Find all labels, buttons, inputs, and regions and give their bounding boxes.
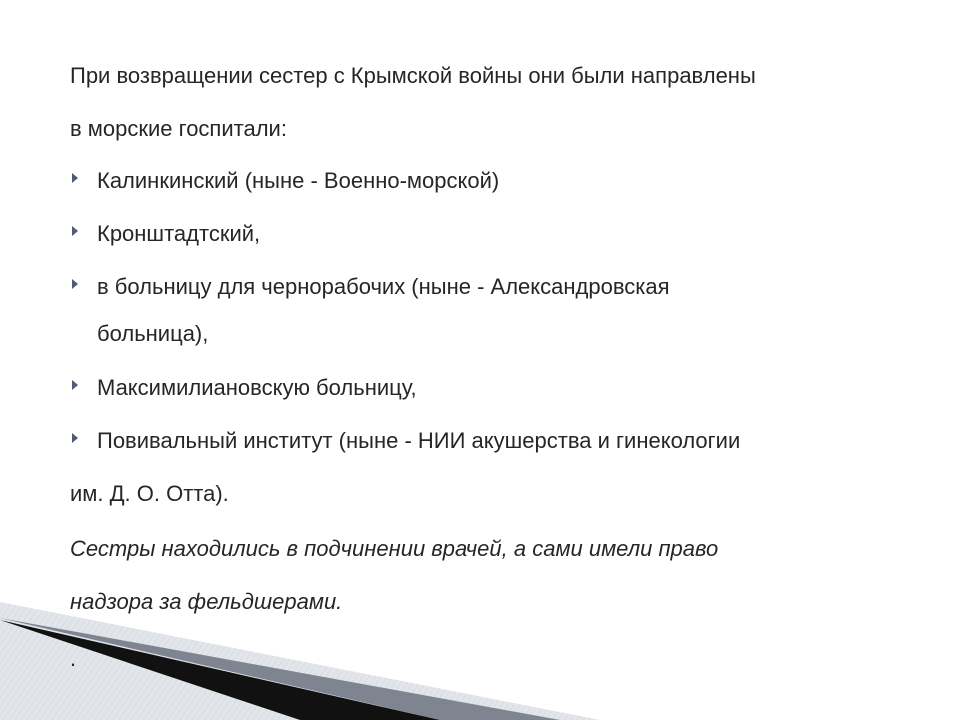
bullet-item-2: Кронштадтский, (97, 221, 261, 246)
bullet-icon (72, 380, 78, 390)
bullet-icon (72, 173, 78, 183)
bullet-icon (72, 433, 78, 443)
bullet-icon (72, 226, 78, 236)
italic-note-line-2: надзора за фельдшерами. (70, 589, 343, 614)
bullet-item-3: в больницу для чернорабочих (ныне - Александровская (97, 274, 670, 299)
bullet-item-5: Повивальный институт (ныне - НИИ акушерства и гинекологии (97, 428, 741, 453)
bullet-item-4: Максимилиановскую больницу, (97, 375, 417, 400)
intro-line-2: в морские госпитали: (70, 116, 287, 141)
trailing-dot: . (70, 646, 77, 671)
intro-line-1: При возвращении сестер с Крымской войны они были направлены (70, 63, 756, 88)
bullet-item-3-continuation: больница), (97, 321, 209, 346)
bullet-icon (72, 279, 78, 289)
italic-note-line-1: Сестры находились в подчинении врачей, а сами имели право (70, 536, 719, 561)
bullet-item-5-continuation: им. Д. О. Отта). (70, 481, 229, 506)
bullet-item-1: Калинкинский (ныне - Военно-морской) (97, 168, 500, 193)
